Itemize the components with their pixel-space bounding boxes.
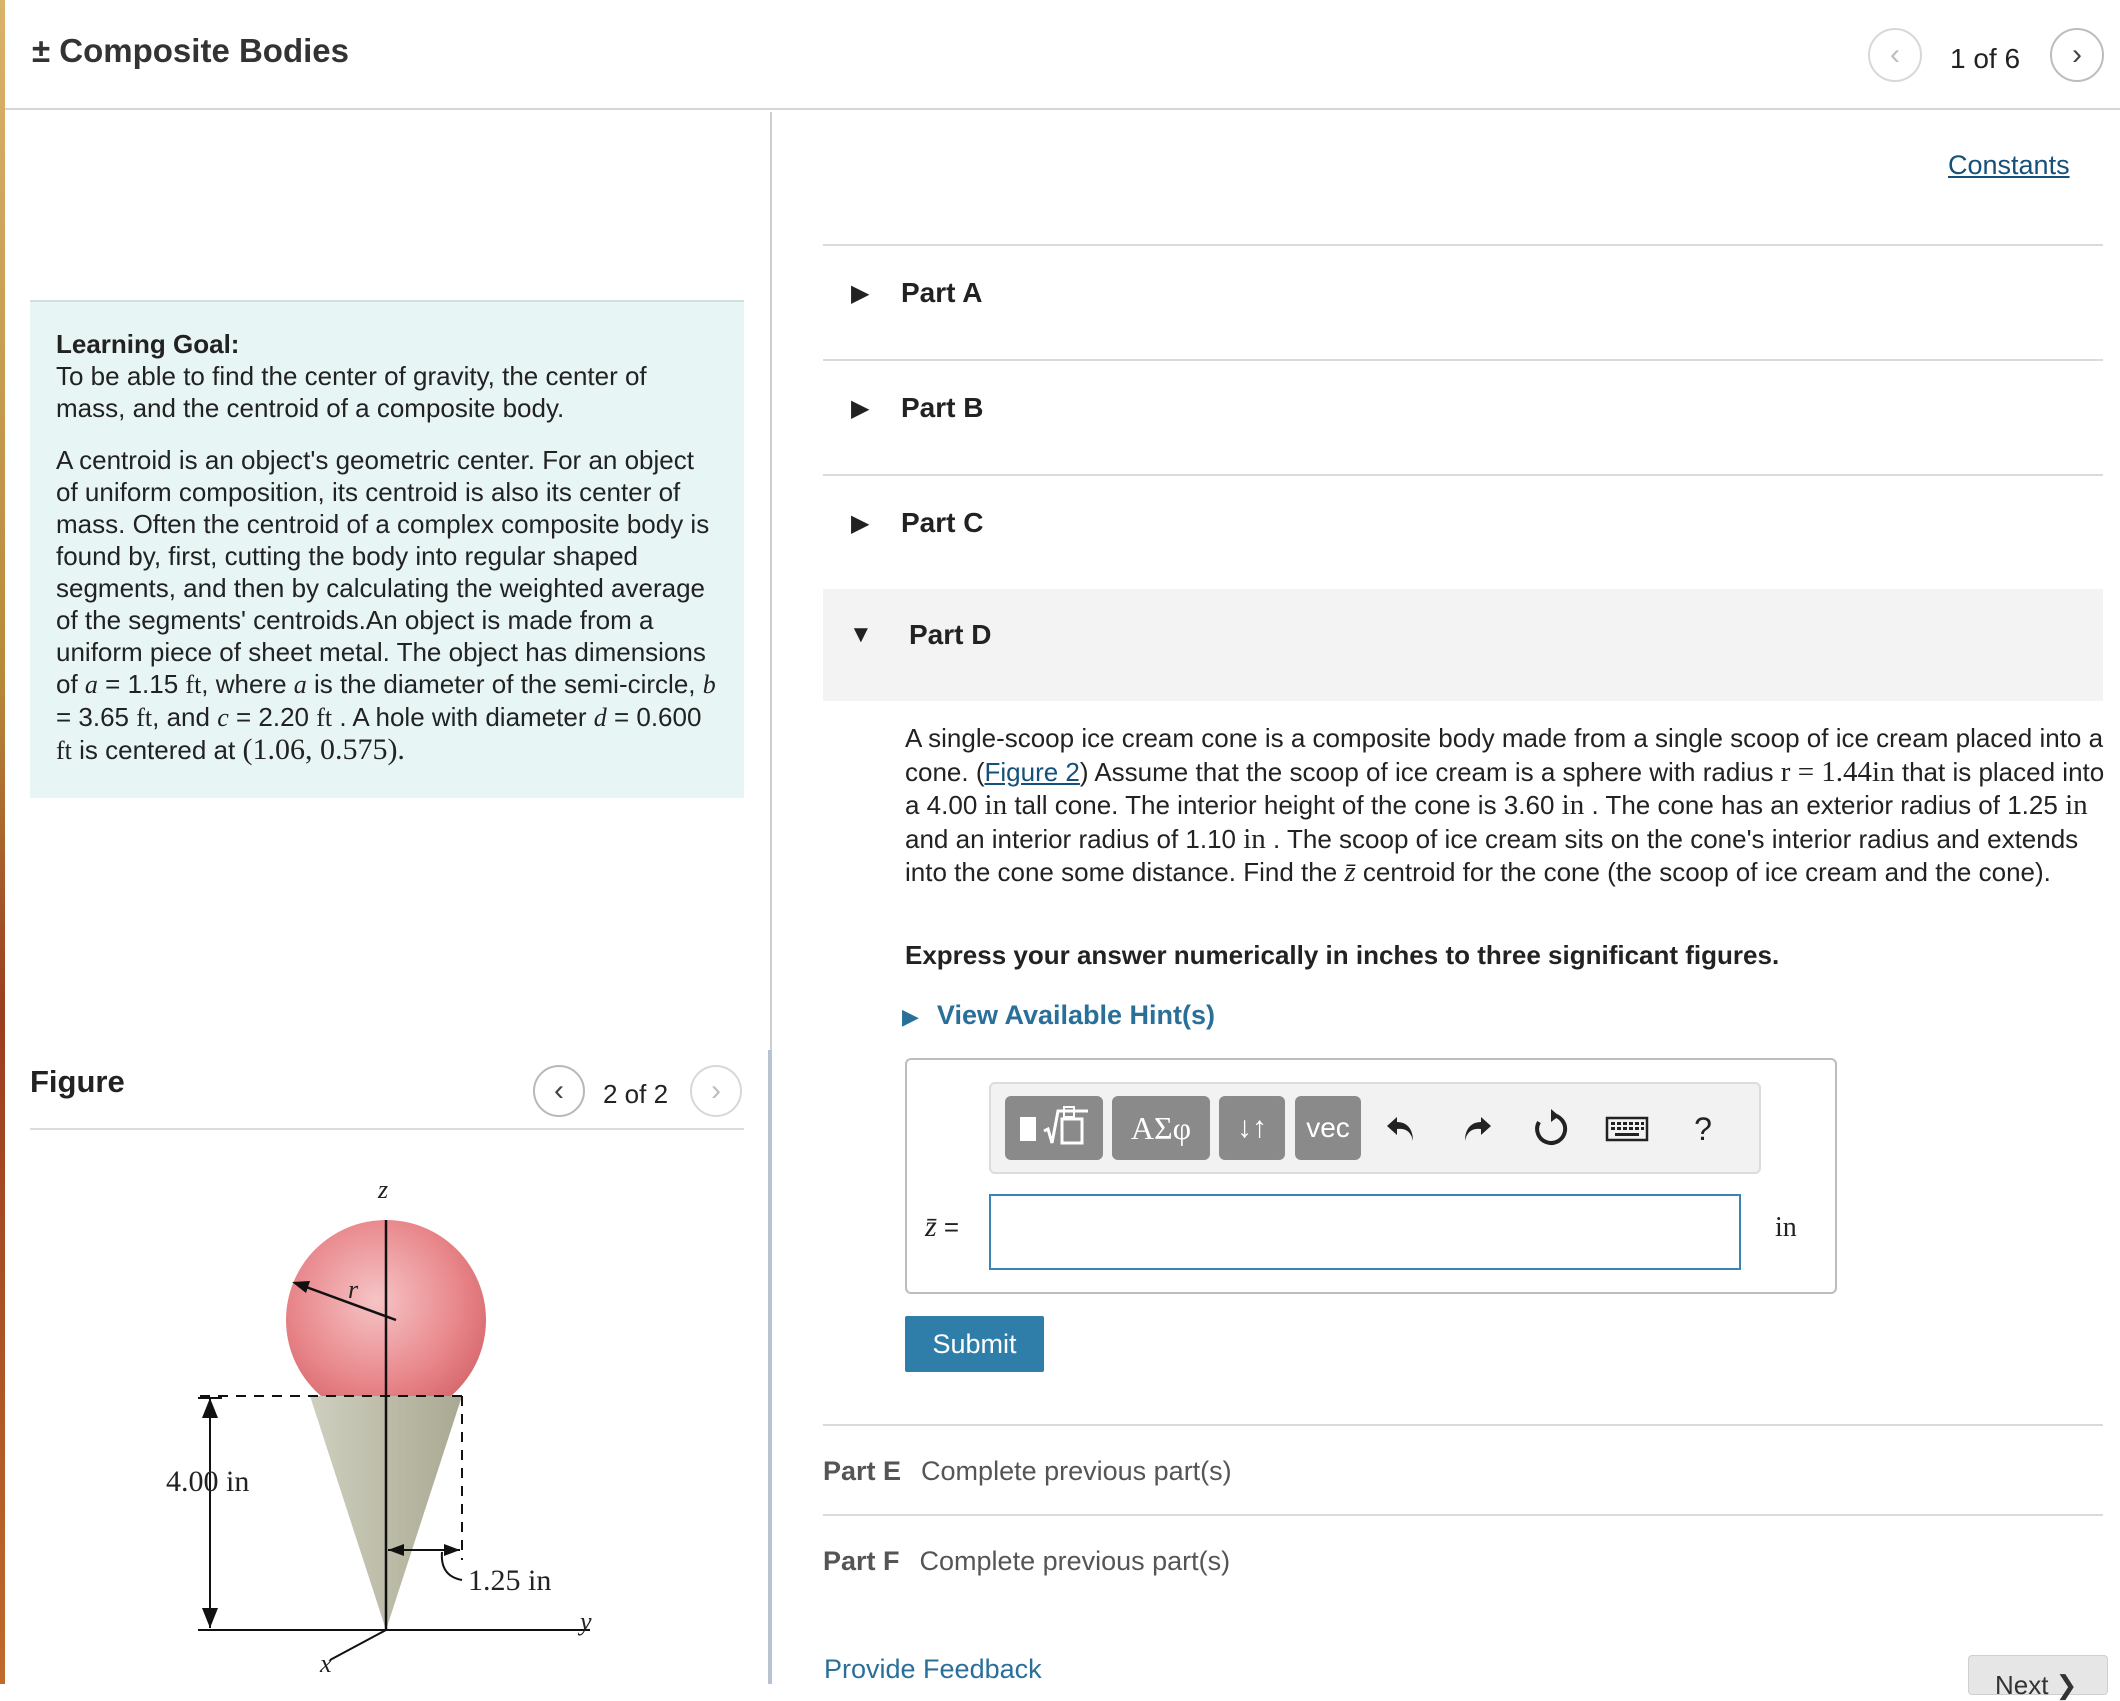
problem-text-5: . The cone has an exterior radius of 1.25 (1591, 790, 2058, 820)
undo-icon (1383, 1111, 1419, 1147)
var-d: d (593, 703, 607, 732)
chevron-right-icon: › (2072, 38, 2082, 71)
label-y: y (580, 1607, 592, 1636)
chevron-right-icon: › (711, 1074, 721, 1107)
undo-button[interactable] (1371, 1102, 1431, 1156)
learning-goal-body (56, 444, 718, 767)
arrows-button[interactable]: ↓↑ (1219, 1096, 1285, 1160)
a-desc: , where (201, 669, 287, 699)
problem-text-3: that is placed into a 4.00 (905, 756, 2105, 820)
height-arrow-bottom (202, 1608, 218, 1628)
caret-right-icon: ▶ (851, 395, 870, 422)
answer-symbol: z̄ (925, 1210, 937, 1243)
problem-text-8: centroid for the cone (the scoop of ice cream and the cone). (1362, 857, 2051, 887)
chevron-left-icon: ‹ (554, 1074, 564, 1107)
radius-dim-arrow-right (444, 1544, 460, 1556)
problem-text-6: and an interior radius of 1.10 (905, 823, 1236, 854)
a-unit: ft (185, 670, 202, 699)
part-c-label: Part C (901, 507, 984, 538)
unit-in: in (1561, 789, 1585, 821)
problem-text-1: A single-scoop ice cream cone is a composite body made from a single scoop of ice cream placed into a cone. ( (905, 723, 2104, 787)
center-point: (1.06, 0.575). (242, 733, 405, 766)
part-a-label: Part A (901, 277, 983, 308)
answer-label (925, 1210, 959, 1244)
c-unit: ft (316, 703, 333, 732)
label-height: 4.00 in (166, 1465, 250, 1498)
var-a-2: a (293, 670, 307, 699)
var-a: a (84, 670, 98, 699)
and-c-text: , and (152, 702, 210, 732)
ice-cream-cone-figure (30, 1140, 730, 1684)
label-x: x (320, 1649, 332, 1678)
unit-in: in (2065, 789, 2088, 821)
centered-text: is centered at (79, 735, 236, 765)
answer-input[interactable] (989, 1194, 1741, 1270)
redo-button[interactable] (1447, 1102, 1507, 1156)
a-desc-2: is the diameter of the semi-circle, (314, 669, 696, 699)
part-d-row[interactable] (823, 589, 2103, 701)
math-toolbar (989, 1082, 1761, 1174)
page-title: ± Composite Bodies (32, 32, 349, 69)
label-z: z (378, 1175, 389, 1204)
figure-2-link[interactable]: Figure 2 (984, 756, 1080, 787)
figure-counter: 2 of 2 (603, 1079, 669, 1109)
keyboard-icon (1606, 1115, 1648, 1143)
help-button[interactable]: ? (1694, 1110, 1712, 1147)
reset-icon (1531, 1109, 1571, 1149)
learning-goal-intro: To be able to find the center of gravity, the center of mass, and the centroid of a composite body. (56, 361, 647, 423)
answer-equals: = (943, 1212, 960, 1242)
d-value: = 0.600 (613, 702, 702, 732)
caret-right-icon: ▶ (851, 510, 870, 537)
header-bar (5, 0, 2120, 110)
radius-leader (442, 1552, 462, 1580)
figure-previous-button[interactable] (533, 1065, 585, 1117)
answer-instruction: Express your answer numerically in inches to three significant figures. (905, 940, 1780, 970)
part-e-status: Complete previous part(s) (921, 1456, 1232, 1486)
templates-icon (1014, 1105, 1094, 1151)
part-f-status: Complete previous part(s) (919, 1546, 1231, 1576)
view-hints-toggle[interactable] (902, 1000, 1215, 1031)
height-arrow-top (202, 1398, 218, 1418)
unit-in: in (1243, 822, 1266, 855)
c-value: = 2.20 (235, 702, 309, 732)
hole-text: . A hole with diameter (339, 702, 587, 732)
previous-item-button[interactable] (1868, 28, 1922, 82)
hint-label: View Available Hint(s) (936, 1000, 1216, 1030)
window-edge (0, 0, 5, 1684)
unit-in: in (984, 789, 1008, 821)
reset-button[interactable] (1521, 1102, 1581, 1156)
keyboard-button[interactable] (1597, 1102, 1657, 1156)
caret-right-icon: ▶ (902, 1004, 919, 1029)
chevron-left-icon: ‹ (1890, 38, 1900, 71)
provide-feedback-link[interactable]: Provide Feedback (824, 1654, 1042, 1684)
templates-button[interactable] (1005, 1096, 1103, 1160)
greek-symbols-button[interactable]: ΑΣφ (1112, 1096, 1210, 1160)
problem-text-7: . The scoop of ice cream sits on the cone's interior radius and extends into the cone some distance. Find the (905, 823, 2079, 887)
var-c: c (217, 703, 229, 732)
part-b-row[interactable] (823, 359, 2103, 474)
x-axis (330, 1630, 386, 1660)
label-r: r (348, 1275, 359, 1304)
a-value: = 1.15 (105, 669, 179, 699)
part-e-row (823, 1424, 2103, 1514)
part-d-label: Part D (909, 619, 992, 650)
part-c-row[interactable] (823, 474, 2103, 589)
caret-right-icon: ▶ (851, 280, 870, 307)
constants-link[interactable]: Constants (1948, 150, 2070, 180)
answer-unit: in (1775, 1212, 1797, 1243)
figure-next-button[interactable] (690, 1065, 742, 1117)
learning-goal-heading: Learning Goal: (56, 329, 240, 359)
part-f-row (823, 1514, 2103, 1604)
part-b-label: Part B (901, 392, 984, 423)
d-unit: ft (56, 736, 72, 765)
item-counter: 1 of 6 (1950, 43, 2021, 74)
left-pane-scrollbar[interactable] (768, 1050, 772, 1684)
answer-box (905, 1058, 1837, 1294)
label-radius: 1.25 in (468, 1564, 552, 1597)
problem-text-2: ) Assume that the scoop of ice cream is a sphere with radius (1079, 756, 1774, 787)
figure-divider (30, 1128, 744, 1130)
var-b: b (702, 670, 716, 699)
radius-expression: r = 1.44in (1780, 755, 1895, 788)
problem-statement (905, 722, 2105, 890)
goal-body-text: A centroid is an object's geometric center. For an object of uniform composition, its centroid is also its center of mass. Often the centroid of a complex composite body is found by, first, cutting the body into regular shaped segments, and then by calculating the weighted average of the segments' centroids.An object is made from a uniform piece of sheet metal. The object has dimensions of (56, 445, 710, 699)
part-f-label: Part F (823, 1546, 900, 1576)
next-item-button[interactable] (2050, 28, 2104, 82)
zbar-symbol: z̄ (1344, 856, 1356, 888)
b-value: = 3.65 (56, 702, 130, 732)
next-button[interactable]: Next ❯ (1968, 1655, 2108, 1695)
part-e-label: Part E (823, 1456, 902, 1486)
caret-down-icon: ▼ (849, 621, 873, 648)
problem-text-4: tall cone. The interior height of the cone is 3.60 (1014, 790, 1555, 820)
submit-button[interactable]: Submit (905, 1316, 1044, 1372)
part-a-row[interactable] (823, 244, 2103, 359)
learning-goal-box (30, 300, 744, 798)
figure-heading: Figure (30, 1064, 125, 1099)
b-unit: ft (136, 703, 153, 732)
redo-icon (1459, 1111, 1495, 1147)
vector-button[interactable]: vec (1295, 1096, 1361, 1160)
